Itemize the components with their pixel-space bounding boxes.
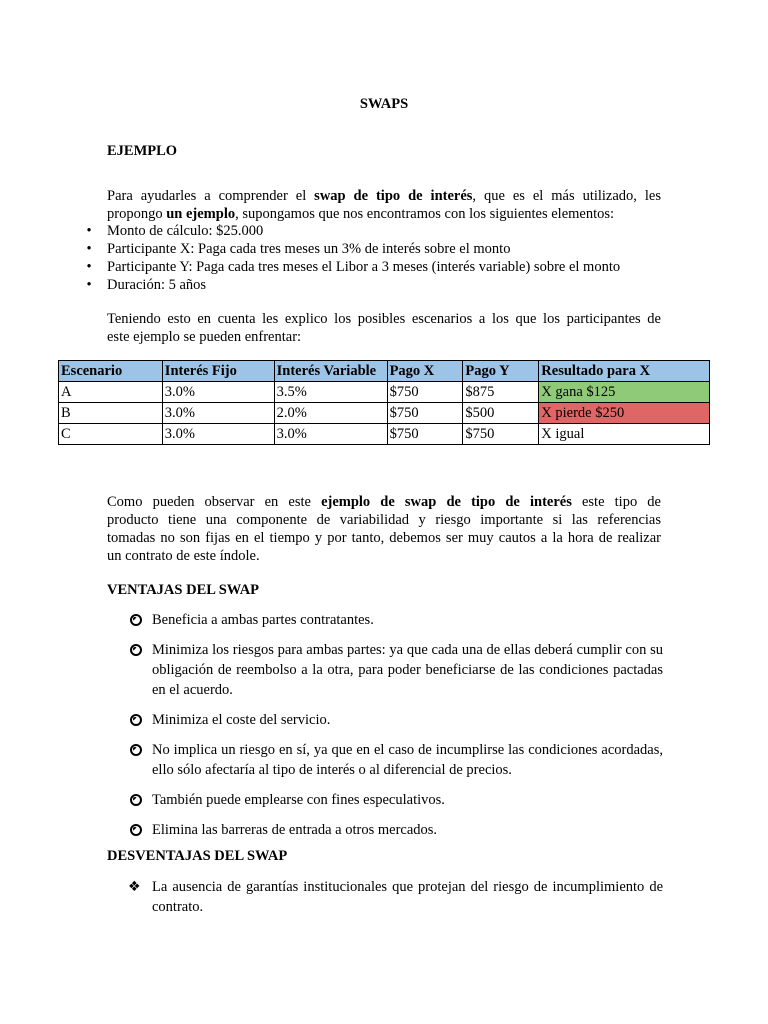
table-cell: $750 [387,403,463,424]
result-cell-loss: X pierde $250 [539,403,710,424]
scenarios-intro [107,310,661,346]
intro-text: propongo [107,206,167,222]
table-cell: 2.0% [274,403,387,424]
advantages-heading: VENTAJAS DEL SWAP [107,582,260,598]
circle-bullet-icon [130,614,142,626]
table-cell: C [59,424,163,445]
intro-emphasis: swap de tipo de interés [314,188,473,204]
advantage-text: Minimiza los riesgos para ambas partes: ya que cada una de ellas deberá cumplir con su obligación de reembolso a la otra, para poder beneficiarse de las condiciones pactadas en el acuerdo. [152,642,663,698]
table-cell: $875 [463,382,539,403]
table-cell: $750 [387,382,463,403]
list-item-text: Duración: 5 años [107,277,207,293]
scenarios-table [58,360,710,445]
intro-paragraph [107,187,661,223]
bullet-icon: • [86,259,92,275]
advantage-text: Elimina las barreras de entrada a otros mercados. [152,822,438,838]
column-header: Interés Variable [274,361,387,382]
conclusion-emphasis: ejemplo de swap de tipo de interés [321,494,572,510]
intro-emphasis: un ejemplo [166,206,236,222]
column-header: Resultado para X [539,361,710,382]
table-row [59,424,710,445]
scenarios-intro-line-2: este ejemplo se pueden enfrentar: [107,329,302,345]
advantage-item [130,790,663,810]
bullet-icon: • [86,277,92,293]
elements-list [84,222,620,294]
intro-text: , supongamos que nos encontramos con los siguientes elementos: [235,206,615,222]
advantage-item [130,710,663,730]
table-cell: 3.0% [162,403,274,424]
disadvantage-item [130,877,663,917]
table-cell: 3.0% [162,382,274,403]
table-cell: B [59,403,163,424]
advantage-text: También puede emplearse con fines especulativos. [152,792,445,808]
disadvantages-heading: DESVENTAJAS DEL SWAP [107,848,288,864]
list-item [84,258,620,276]
table-row [59,382,710,403]
column-header: Interés Fijo [162,361,274,382]
conclusion-paragraph [107,493,661,565]
circle-bullet-icon [130,824,142,836]
bullet-icon: • [86,241,92,257]
column-header: Escenario [59,361,163,382]
table-cell: 3.0% [274,424,387,445]
advantage-item [130,640,663,700]
intro-line-2 [107,205,661,223]
table-header-row [59,361,710,382]
bullet-icon: • [86,223,92,239]
circle-bullet-icon [130,714,142,726]
conclusion-text: este tipo de [571,494,661,510]
advantage-item [130,610,663,630]
intro-text: , que es el más utilizado, les [472,188,661,204]
disadvantage-text: La ausencia de garantías institucionales que protejan del riesgo de incumplimiento de contrato. [152,879,663,915]
list-item [84,222,620,240]
table-cell: $500 [463,403,539,424]
list-item [84,276,620,294]
conclusion-line-1 [107,493,661,511]
advantage-item [130,820,663,840]
list-item-text: Participante X: Paga cada tres meses un 3% de interés sobre el monto [107,241,511,257]
result-cell-gain: X gana $125 [539,382,710,403]
table-cell: A [59,382,163,403]
disadvantages-list [130,877,663,917]
conclusion-line-4: un contrato de este índole. [107,548,260,564]
example-heading: EJEMPLO [107,143,178,159]
column-header: Pago X [387,361,463,382]
table-row [59,403,710,424]
circle-bullet-icon [130,644,142,656]
advantage-text: Minimiza el coste del servicio. [152,712,331,728]
table-cell: X igual [539,424,710,445]
list-item [84,240,620,258]
conclusion-line-3: tomadas no son fijas en el tiempo y por tanto, debemos ser muy cautos a la hora de realizar [107,530,661,546]
intro-line-1 [107,187,661,205]
table-cell: 3.0% [162,424,274,445]
table-cell: $750 [387,424,463,445]
advantage-text: No implica un riesgo en sí, ya que en el caso de incumplirse las condiciones acordadas, ello sólo afectaría al tipo de interés o al diferencial de precios. [152,742,663,778]
column-header: Pago Y [463,361,539,382]
advantage-item [130,740,663,780]
conclusion-text: Como pueden observar en este [107,494,322,510]
page-title: SWAPS [359,96,409,112]
advantages-list [130,610,663,840]
scenarios-intro-line-1: Teniendo esto en cuenta les explico los posibles escenarios a los que los participantes de [107,311,661,327]
table-cell: 3.5% [274,382,387,403]
list-item-text: Monto de cálculo: $25.000 [107,223,264,239]
diamond-bullet-icon: ❖ [128,879,141,895]
advantage-text: Beneficia a ambas partes contratantes. [152,612,374,628]
list-item-text: Participante Y: Paga cada tres meses el Libor a 3 meses (interés variable) sobre el monto [107,259,621,275]
table-cell: $750 [463,424,539,445]
circle-bullet-icon [130,794,142,806]
intro-text: Para ayudarles a comprender el [107,188,315,204]
circle-bullet-icon [130,744,142,756]
conclusion-line-2: producto tiene una componente de variabilidad y riesgo importante si las referencias [107,512,661,528]
